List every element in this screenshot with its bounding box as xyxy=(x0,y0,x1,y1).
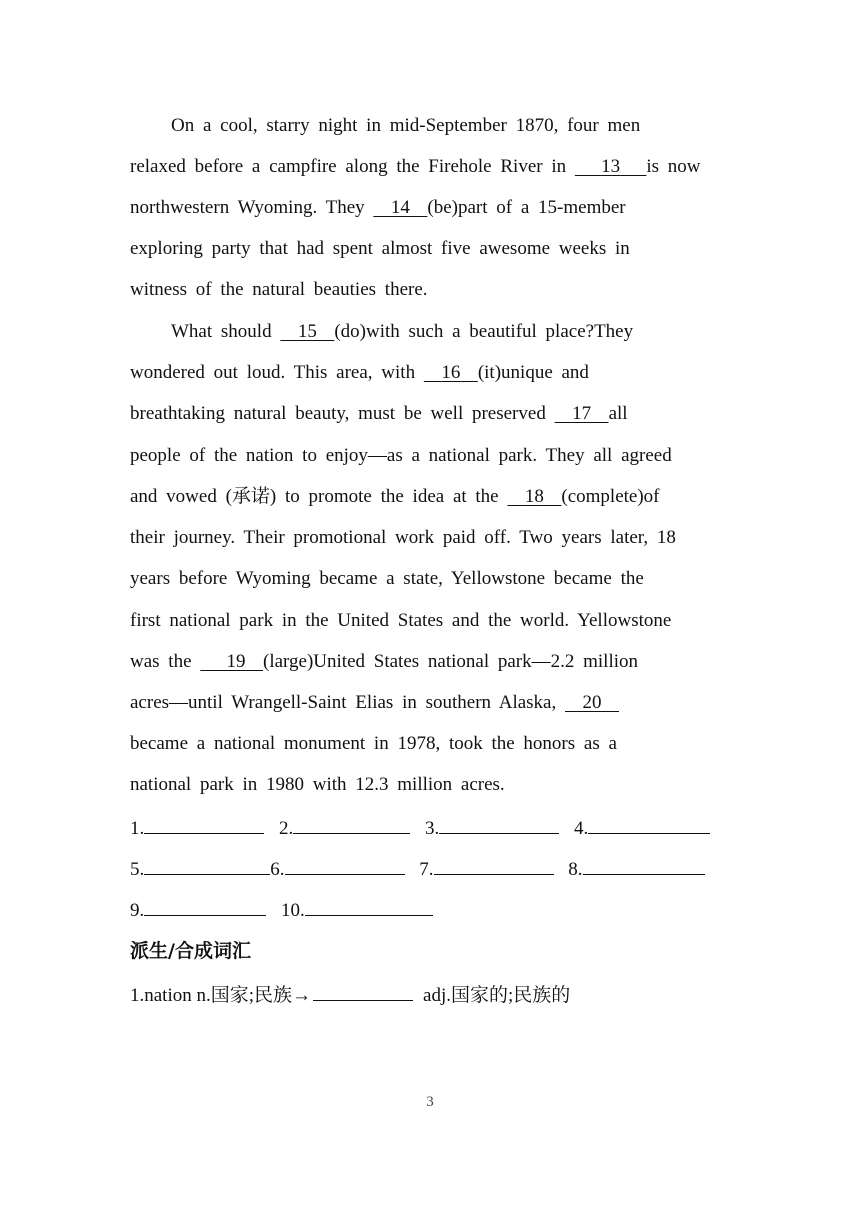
page-number: 3 xyxy=(426,1094,434,1110)
answer-field-7[interactable] xyxy=(434,856,554,875)
passage-line: and vowed (承诺) to promote the idea at the 18 (complete)of xyxy=(130,486,660,507)
blank-20[interactable]: 20 xyxy=(582,692,602,713)
passage-line: was the 19 (large)United States national park—2.2 million xyxy=(130,651,639,672)
passage-line: people of the nation to enjoy—as a national park. They all agreed xyxy=(130,445,672,466)
passage-line: their journey. Their promotional work paid off. Two years later, 18 xyxy=(130,527,676,548)
vocab-item: 1.nation n.国家;民族→ adj.国家的;民族的 xyxy=(130,980,570,1007)
blank-19[interactable]: 19 xyxy=(226,651,246,672)
passage-line: What should 15 (do)with such a beautiful place?They xyxy=(171,321,634,342)
answer-field-1[interactable] xyxy=(144,815,264,834)
arrow-icon: → xyxy=(292,985,312,1006)
passage-line: years before Wyoming became a state, Yellowstone became the xyxy=(130,568,644,589)
answer-field-2[interactable] xyxy=(293,815,410,834)
blank-17[interactable]: 17 xyxy=(572,403,592,424)
vocab-answer-field[interactable] xyxy=(313,982,413,1001)
answer-row: 1. 2. 3. 4. xyxy=(130,815,710,841)
passage-line: wondered out loud. This area, with 16 (it)unique and xyxy=(130,362,589,383)
blank-14[interactable]: 14 xyxy=(390,197,410,218)
passage-line: witness of the natural beauties there. xyxy=(130,279,428,300)
passage-line: exploring party that had spent almost five awesome weeks in xyxy=(130,238,630,259)
answer-field-4[interactable] xyxy=(588,815,710,834)
answer-row: 9. 10. xyxy=(130,897,433,923)
blank-18[interactable]: 18 xyxy=(524,486,544,507)
blank-15[interactable]: 15 xyxy=(297,321,317,342)
answer-field-10[interactable] xyxy=(305,897,433,916)
passage-line: breathtaking natural beauty, must be well preserved 17 all xyxy=(130,403,628,424)
passage-line: acres—until Wrangell-Saint Elias in southern Alaska, 20 xyxy=(130,691,619,715)
passage-line: On a cool, starry night in mid-September 1870, four men xyxy=(171,115,641,136)
passage-line: northwestern Wyoming. They 14 (be)part of a 15-member xyxy=(130,197,626,218)
answer-row: 5. 6. 7. 8. xyxy=(130,856,705,882)
passage-line: national park in 1980 with 12.3 million acres. xyxy=(130,774,505,795)
blank-13[interactable]: 13 xyxy=(601,156,621,177)
blank-16[interactable]: 16 xyxy=(441,362,461,383)
section-heading: 派生/合成词汇 xyxy=(130,940,251,962)
answer-field-6[interactable] xyxy=(285,856,405,875)
passage-line: became a national monument in 1978, took the honors as a xyxy=(130,733,617,754)
passage-line: first national park in the United States and the world. Yellowstone xyxy=(130,610,672,631)
answer-field-5[interactable] xyxy=(144,856,270,875)
answer-field-9[interactable] xyxy=(144,897,266,916)
passage-line: relaxed before a campfire along the Firehole River in 13 is now xyxy=(130,156,701,177)
answer-field-8[interactable] xyxy=(583,856,705,875)
answer-field-3[interactable] xyxy=(439,815,559,834)
